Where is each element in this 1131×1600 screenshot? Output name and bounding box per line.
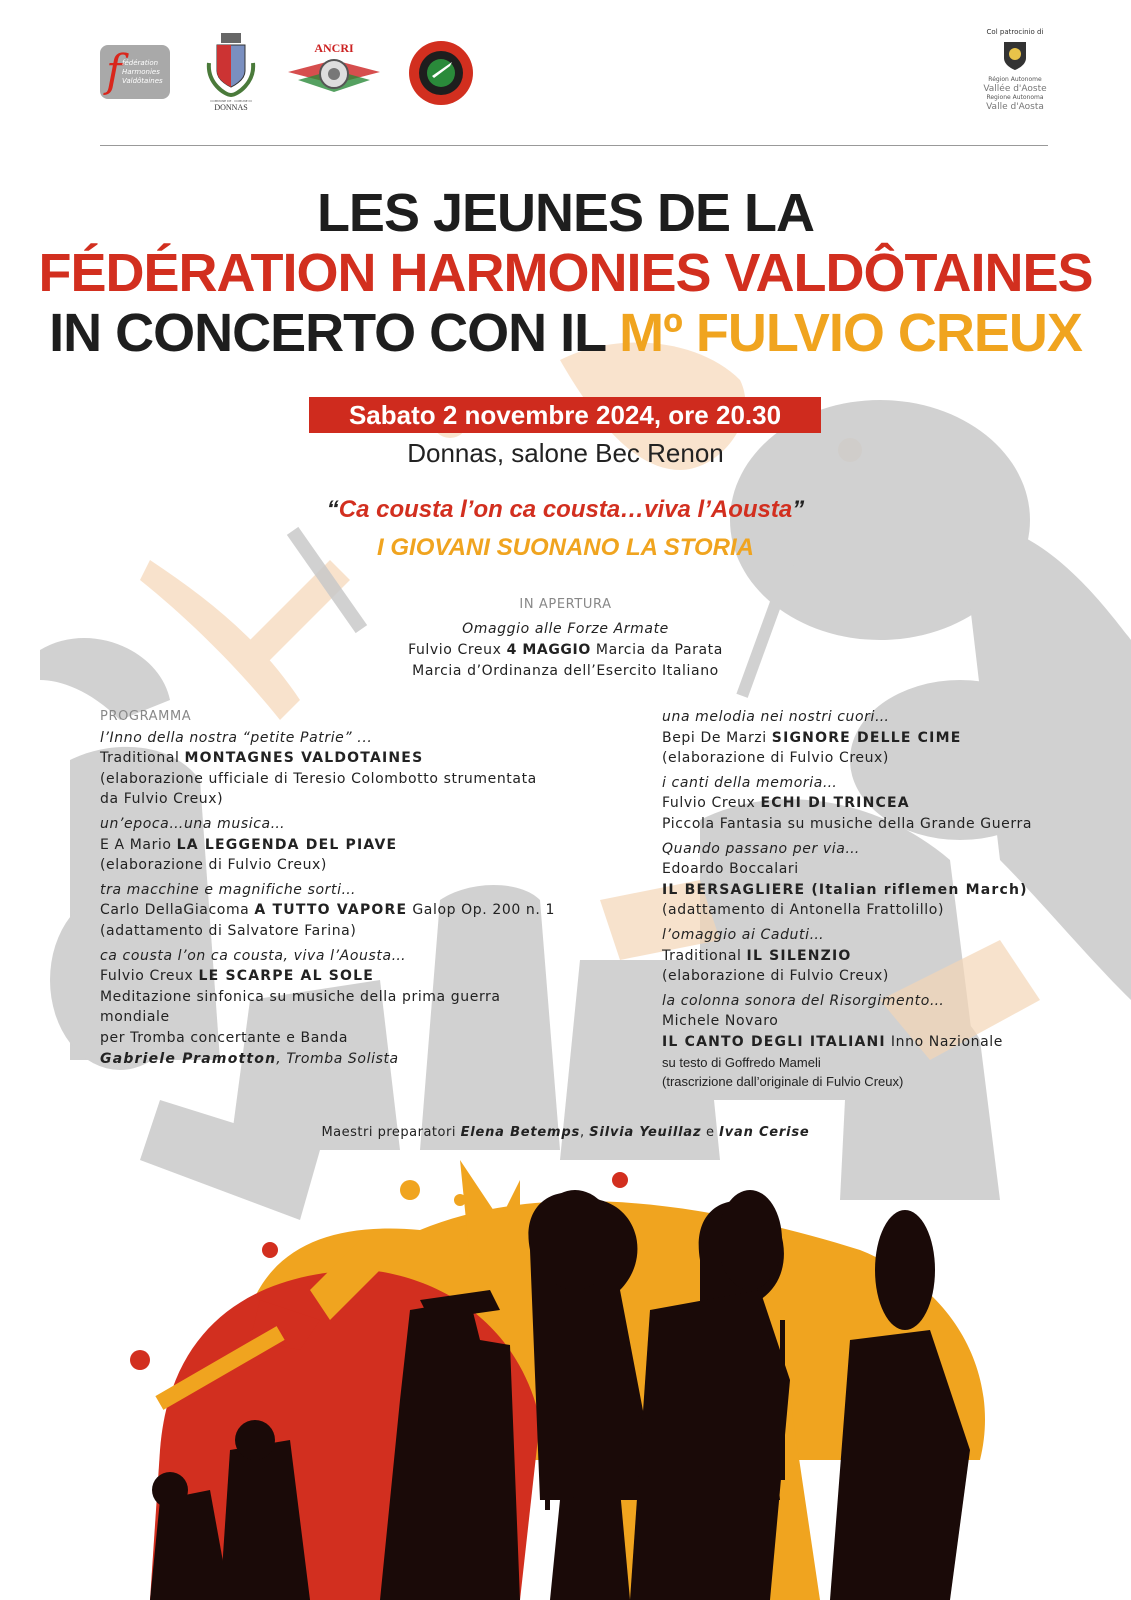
program-item-rest: Inno Nazionale — [885, 1033, 1003, 1050]
coat-of-arms-icon — [205, 33, 257, 99]
federation-logo-line: fédération — [122, 59, 159, 67]
program-item — [100, 880, 555, 942]
conductor-name: Mº FULVIO CREUX — [619, 303, 1082, 363]
ancri-text: ANCRI — [314, 41, 354, 55]
motto-quote — [0, 496, 1131, 524]
federation-logo-letter: f — [106, 46, 123, 97]
event-date: Sabato 2 novembre 2024, ore 20.30 — [309, 397, 821, 433]
teachers-prefix: Maestri preparatori — [321, 1125, 461, 1140]
patronage-name-it: Valle d'Aosta — [986, 102, 1044, 112]
program-item-title: ECHI DI TRINCEA — [760, 795, 910, 812]
opening-line-3: Marcia d’Ordinanza dell’Esercito Italiano — [412, 663, 719, 679]
title-line-2: FÉDÉRATION HARMONIES VALDÔTAINES — [38, 243, 1093, 303]
teachers-separator: e — [701, 1125, 720, 1140]
program-item-title: IL BERSAGLIERE (Italian riflemen March) — [662, 881, 1028, 898]
teacher-name: Elena Betemps — [460, 1125, 581, 1140]
header-divider — [100, 145, 1048, 146]
motto-subtitle: I GIOVANI SUONANO LA STORIA — [377, 534, 754, 561]
opening-author: Fulvio Creux — [408, 642, 507, 658]
program-item-author: Fulvio Creux — [662, 795, 761, 812]
program-item-author: Edoardo Boccalari — [662, 861, 799, 878]
program-label: PROGRAMMA — [100, 709, 192, 724]
program-item-intro: l’omaggio ai Caduti… — [662, 926, 825, 943]
title-line-3-prefix: IN CONCERTO CON IL — [49, 303, 620, 363]
aosta-section-logo — [408, 40, 474, 106]
program-item-note: (elaborazione di Fulvio Creux) — [662, 750, 889, 767]
program-item — [100, 946, 555, 1070]
event-venue: Donnas, salone Bec Renon — [407, 438, 724, 468]
program-item-note: (adattamento di Antonella Frattolillo) — [662, 902, 945, 919]
ancri-emblem-icon — [288, 40, 380, 106]
program-item-title: IL SILENZIO — [746, 947, 852, 964]
opening-label: IN APERTURA — [519, 597, 612, 612]
program-item-note: (elaborazione di Fulvio Creux) — [100, 857, 327, 874]
program-item — [662, 991, 1082, 1091]
program-item-note: Piccola Fantasia su musiche della Grande Guerra — [662, 815, 1033, 832]
opening-line-1: Omaggio alle Forze Armate — [462, 621, 669, 637]
program-item-note: (elaborazione ufficiale di Teresio Colombotto strumentata da Fulvio Creux) — [100, 770, 537, 808]
program-item-note: Meditazione sinfonica su musiche della prima guerra mondiale — [100, 988, 501, 1026]
motto-text: Ca cousta l’on ca cousta…viva l’Aousta — [338, 496, 793, 523]
program-item — [662, 839, 1082, 921]
title-line-1: LES JEUNES DE LA — [316, 183, 815, 243]
program-item-title: MONTAGNES VALDOTAINES — [184, 750, 424, 767]
patronage-label: Col patrocinio di — [986, 28, 1044, 36]
program-item-intro: la colonna sonora del Risorgimento… — [662, 992, 945, 1009]
program-item-title: LA LEGGENDA DEL PIAVE — [176, 836, 398, 853]
program-item-intro: Quando passano per via… — [662, 840, 861, 857]
alpini-emblem-icon — [408, 40, 474, 106]
program-item-title: A TUTTO VAPORE — [254, 902, 408, 919]
program-item-title: LE SCARPE AL SOLE — [198, 968, 375, 985]
program-item-author: Traditional — [100, 750, 185, 767]
program-item — [100, 814, 555, 876]
donnas-coat-of-arms — [205, 33, 257, 119]
program-item-author: Traditional — [662, 947, 747, 964]
teachers-separator: , — [580, 1125, 590, 1140]
soloist-name: Gabriele Pramotton — [100, 1050, 277, 1067]
program-item-author: Bepi De Marzi — [662, 729, 772, 746]
program-item-note: su testo di Goffredo Mameli — [662, 1054, 821, 1070]
federation-logo-line: Valdôtaines — [122, 77, 163, 85]
program-item-author: Michele Novaro — [662, 1013, 779, 1030]
program-item-author: E A Mario — [100, 836, 177, 853]
patronage-name-fr: Vallée d'Aoste — [983, 84, 1047, 94]
opening-section — [0, 594, 1131, 682]
open-quote: “ — [326, 496, 339, 523]
patronage-region-fr: Région Autonome — [988, 76, 1042, 83]
program-item-intro: un’epoca…una musica… — [100, 815, 286, 832]
program-item-intro: ca cousta l’on ca cousta, viva l’Aousta… — [100, 947, 407, 964]
program-item-author: Carlo DellaGiacoma — [100, 902, 255, 919]
program-item-intro: l’Inno della nostra “petite Patrie” ... — [100, 729, 373, 746]
donnas-caption: DONNAS — [214, 103, 248, 112]
program-item — [662, 925, 1082, 987]
soloist-role: , Tromba Solista — [276, 1050, 399, 1067]
program-left-column — [100, 707, 555, 1073]
program-item-note-2: per Tromba concertante e Banda — [100, 1029, 349, 1046]
program-item — [662, 773, 1082, 835]
opening-line-2 — [0, 640, 1131, 661]
title-line-3 — [0, 302, 1131, 364]
program-item-title: SIGNORE DELLE CIME — [771, 729, 962, 746]
program-item-intro: tra macchine e magnifiche sorti… — [100, 881, 357, 898]
patronage-region-it: Regione Autonoma — [986, 94, 1044, 101]
region-crest-icon — [1002, 40, 1028, 72]
opening-piece-title: 4 MAGGIO — [506, 642, 591, 658]
teachers-credit — [0, 1125, 1131, 1140]
program-item-title: IL CANTO DEGLI ITALIANI — [662, 1033, 886, 1050]
teacher-name: Silvia Yeuillaz — [589, 1125, 702, 1140]
program-item-note: (elaborazione di Fulvio Creux) — [662, 968, 889, 985]
close-quote: ” — [792, 496, 805, 523]
ancri-logo — [288, 40, 380, 106]
federation-logo — [100, 45, 170, 99]
donnas-caption-small: COMMUNE DE · COMUNE DI — [210, 99, 252, 103]
federation-logo-line: Harmonies — [122, 68, 160, 76]
program-item-author: Fulvio Creux — [100, 968, 199, 985]
program-item-intro: una melodia nei nostri cuori… — [662, 709, 890, 725]
program-right-column — [662, 707, 1082, 1095]
program-item — [662, 707, 1082, 769]
program-item — [100, 728, 555, 810]
opening-piece-type: Marcia da Parata — [590, 642, 723, 658]
program-item-intro: i canti della memoria… — [662, 774, 838, 791]
program-item-note: (adattamento di Salvatore Farina) — [100, 922, 357, 939]
teacher-name: Ivan Cerise — [719, 1125, 810, 1140]
program-item-rest: Galop Op. 200 n. 1 — [407, 902, 556, 919]
regional-patronage — [975, 28, 1055, 118]
program-item-note-2: (trascrizione dall’originale di Fulvio Creux) — [662, 1073, 904, 1089]
